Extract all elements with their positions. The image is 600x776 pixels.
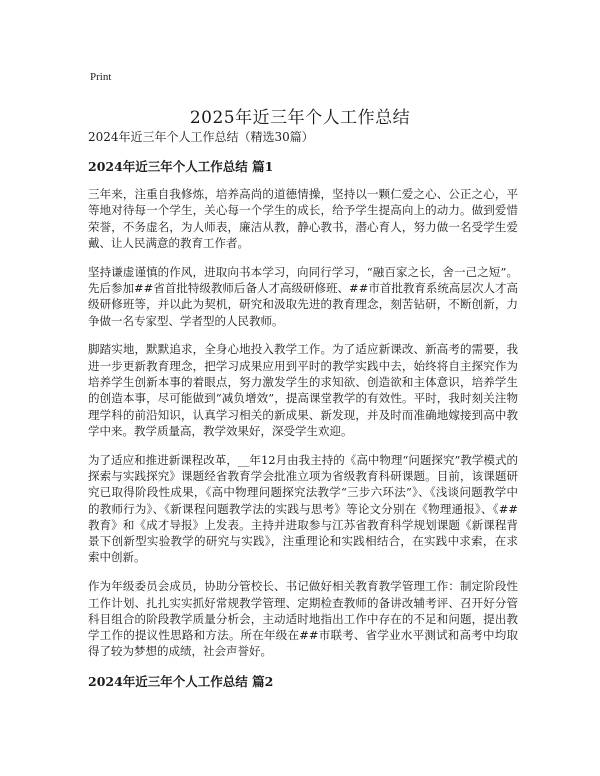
section-heading: 2024年近三年个人工作总结 篇1 [88, 159, 274, 174]
paragraph: 为了适应和推进新课程改革，__年12月由我主持的《高中物理“问题探究”教学模式的探索与实践探究》课题经省教育学会批准立项为省级教育科研课题。目前，该课题研究已取得阶段性成果，《高中物理问题探究法教学“三步六环法”》、《浅谈问题教学中的教师行为》、《新课程问题教学法的实践与思考》等论文分别在《物理通报》、《##教育》和《成才导报》上发表。主持并进取参与江苏省教育科学规划课题《新课程背景下创新型实验教学的研究与实践》，注重理论和实践相结合，在实践中求索，在求索中创新。 [88, 452, 518, 565]
page-title: 2025年近三年个人工作总结 [189, 108, 411, 128]
article-body [88, 128, 518, 701]
paragraph: 脚踏实地，默默追求，全身心地投入教学工作。为了适应新课改、新高考的需要，我进一步更新教育理念，把学习成果应用到平时的教学实践中去，始终将自主探究作为培养学生创新本事的着眼点，努力激发学生的求知欲、创造欲和主体意识，培养学生的创造本事，尽可能做到“减负增效”，提高课堂教学的有效性。平时，我时刻关注物理学科的前沿知识，认真学习相关的新成果、新发现，并及时而准确地嫁接到高中教学中来。教学质量高，教学效果好，深受学生欢迎。 [88, 342, 518, 438]
paragraph: 坚持谦虚谨慎的作风，进取向书本学习，向同行学习，“融百家之长，舍一己之短”。先后参加##省首批特级教师后备人才高级研修班、##市首批教育系统高层次人才高级研修班等，并以此为契机，研究和汲取先进的教育理念，刻苦钻研，不断创新，力争做一名专家型、学者型的人民教师。 [88, 264, 518, 328]
section-heading: 2024年近三年个人工作总结 篇2 [88, 674, 274, 690]
paragraph: 作为年级委员会成员，协助分管校长、书记做好相关教育教学管理工作：制定阶段性工作计划、扎扎实实抓好常规教学管理、定期检查教师的备讲改辅考评、召开好分管科目组合的阶段教学质量分析会，主动适时地指出工作中存在的不足和问题，提出教学工作的提议性思路和方法。所在年级在##市联考、省学业水平测试和高考中均取得了较为梦想的成绩，社会声誉好。 [88, 579, 518, 659]
print-link[interactable]: Print [90, 71, 112, 83]
article-subtitle: 2024年近三年个人工作总结（精选30篇） [88, 130, 314, 144]
paragraph: 三年来，注重自我修炼，培养高尚的道德情操，坚持以一颗仁爱之心、公正之心，平等地对待每一个学生，关心每一个学生的成长，给予学生提高向上的动力。做到爱惜荣誉，不务虚名，为人师表，廉洁从教，静心教书，潜心育人，努力做一名受学生爱戴、让人民满意的教育工作者。 [88, 187, 518, 250]
